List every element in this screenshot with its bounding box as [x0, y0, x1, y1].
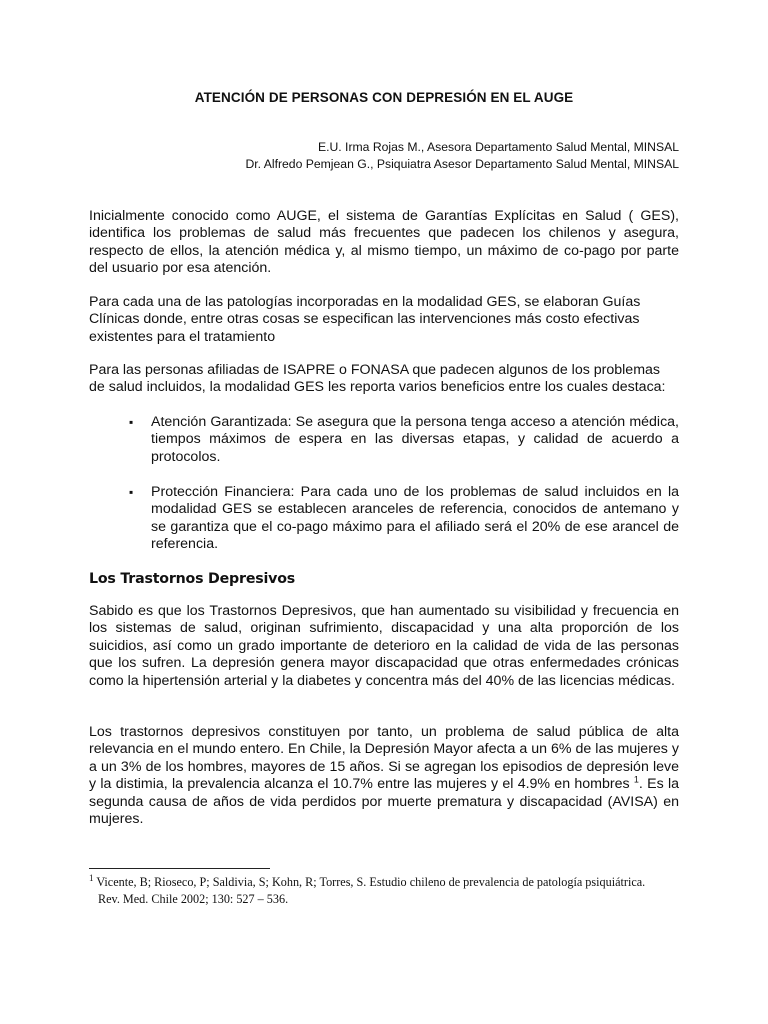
list-item [89, 484, 679, 554]
author-line-1: E.U. Irma Rojas M., Asesora Departamento Salud Mental, MINSAL [317, 140, 679, 154]
prevalencia-text-2: . Es la segunda causa de años de vida perdidos por muerte prematura y discapacidad (AVISA) en mujeres. [89, 776, 679, 828]
document-title: ATENCIÓN DE PERSONAS CON DEPRESIÓN EN EL AUGE [194, 90, 574, 105]
prevalencia-text-1: Los trastornos depresivos constituyen por tanto, un problema de salud pública de alta relevancia en el mundo entero. En Chile, la Depresión Mayor afecta a un 6% de las mujeres y a un 3% de los hombres, mayores de 15 años. Si se agregan los episodios de depresión leve y la distimia, la prevalencia alcanza el 10.7% entre las mujeres y el 4.9% en hombres [89, 724, 679, 793]
benefits-list [89, 414, 679, 466]
footnote-line-1: Vicente, B; Rioseco, P; Saldivia, S; Kohn, R; Torres, S. Estudio chileno de prevalencia de patología psiquiátrica. [93, 875, 646, 889]
list-item [89, 414, 679, 466]
benefits-list-2 [89, 484, 679, 554]
bullet-icon: ▪ [129, 415, 134, 429]
bullet-text-proteccion: Protección Financiera: Para cada uno de los problemas de salud incluidos en la modalidad GES se establecen aranceles de referencia, conocidos de antemano y se garantiza que el co-pago máximo para el afiliado será el 20% de ese arancel de referencia. [151, 484, 679, 553]
bullet-text-atencion: Atención Garantizada: Se asegura que la persona tenga acceso a atención médica, tiempos máximos de espera en las diversas etapas, y calidad de acuerdo a protocolos. [151, 414, 679, 465]
author-line-2: Dr. Alfredo Pemjean G., Psiquiatra Asesor Departamento Salud Mental, MINSAL [245, 157, 679, 171]
section-heading: Los Trastornos Depresivos [89, 571, 295, 587]
footnote-line-2: Rev. Med. Chile 2002; 130: 527 – 536. [98, 891, 289, 906]
footnote-marker: 1 [89, 872, 94, 883]
paragraph-beneficios: Para las personas afiliadas de ISAPRE o FONASA que padecen algunos de los problemas de salud incluidos, la modalidad GES les reporta varios beneficios entre los cuales destaca: [89, 362, 666, 396]
footnote [89, 874, 689, 907]
paragraph-prevalencia [89, 724, 679, 828]
paragraph-guias: Para cada una de las patologías incorporadas en la modalidad GES, se elaboran Guías Clínicas donde, entre otras cosas se especifican las intervenciones más costo efectivas existentes para el tratamiento [89, 294, 641, 345]
paragraph-trastornos: Sabido es que los Trastornos Depresivos, que han aumentado su visibilidad y frecuencia en los sistemas de salud, originan sufrimiento, discapacidad y una alta proporción de los suicidios, así como un grado importante de deterioro en la calidad de vida de las personas que los sufren. La depresión genera mayor discapacidad que otras enfermedades crónicas como la hipertensión arterial y la diabetes y concentra más del 40% de las licencias médicas. [89, 603, 679, 689]
authors-block [89, 139, 679, 173]
paragraph-intro: Inicialmente conocido como AUGE, el sistema de Garantías Explícitas en Salud ( GES), identifica los problemas de salud más frecuentes que padecen los chilenos y asegura, respecto de ellos, la atención médica y, al mismo tiempo, un máximo de co-pago por parte del usuario por esa atención. [89, 208, 679, 277]
footnote-divider [89, 868, 270, 869]
bullet-icon: ▪ [129, 485, 134, 499]
footnote-reference[interactable]: 1 [633, 774, 639, 785]
